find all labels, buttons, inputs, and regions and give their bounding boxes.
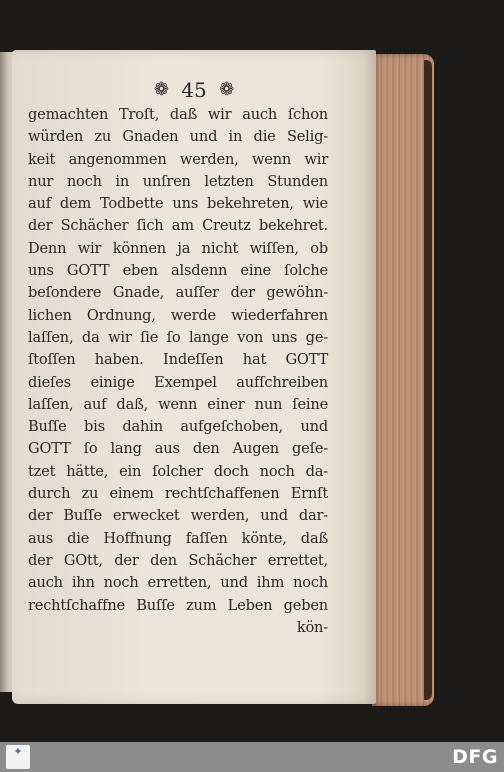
text-line: tzet hätte, ein ſolcher doch noch da- [28, 462, 328, 480]
text-line: durch zu einem rechtſchaffenen Ernſt [28, 485, 328, 503]
ornament-right-icon: ❁ [219, 79, 235, 100]
dfg-logo[interactable]: DFG [452, 746, 498, 768]
text-line: lichen Ordnung, werde wiederfahren [28, 306, 328, 324]
text-line: auch ihn noch erretten, und ihm noch [28, 574, 328, 592]
text-line: GOTT ſo lang aus den Augen geſe- [28, 440, 328, 458]
text-line: keit angenommen werden, wenn wir [28, 150, 328, 168]
text-line: der GOtt, der den Schächer errettet, [28, 551, 328, 569]
viewer-footer [0, 742, 504, 772]
text-line: Denn wir können ja nicht wiſſen, ob [28, 239, 328, 257]
text-line: aus die Hoffnung faſſen könte, daß [28, 529, 328, 547]
book-fore-edge [372, 54, 434, 706]
text-line: uns GOTT eben alsdenn eine ſolche [28, 262, 328, 280]
catchword: kön- [296, 618, 328, 636]
text-line: gemachten Troſt, daß wir auch ſchon [28, 106, 328, 123]
page-text [28, 104, 328, 639]
text-line: beſondere Gnade, auſſer der gewöhn- [28, 284, 328, 302]
ornament-left-icon: ❁ [153, 79, 169, 100]
page-number: 45 [181, 78, 207, 102]
text-line: laſſen, da wir ſie ſo lange von uns ge- [28, 328, 328, 346]
page-header [12, 78, 376, 102]
text-line: laſſen, auf daß, wenn einer nun ſeine [28, 395, 328, 413]
text-line: ſtoſſen haben. Indeſſen hat GOTT [28, 351, 328, 369]
library-logo-icon[interactable]: ✦ [6, 745, 30, 769]
text-line: Buſſe bis dahin aufgeſchoben, und [28, 418, 328, 436]
text-line: der Buſſe erwecket werden, und dar- [28, 507, 328, 525]
text-line: der Schächer ſich am Creutz bekehret. [28, 217, 328, 235]
text-line: rechtſchaffne Buſſe zum Leben geben [28, 596, 328, 614]
text-line: auf dem Todbette uns bekehreten, wie [28, 195, 328, 213]
text-line: dieſes einige Exempel aufſchreiben [28, 373, 328, 391]
text-line: würden zu Gnaden und in die Selig- [28, 128, 328, 146]
text-line: nur noch in unſren letzten Stunden [28, 172, 328, 190]
